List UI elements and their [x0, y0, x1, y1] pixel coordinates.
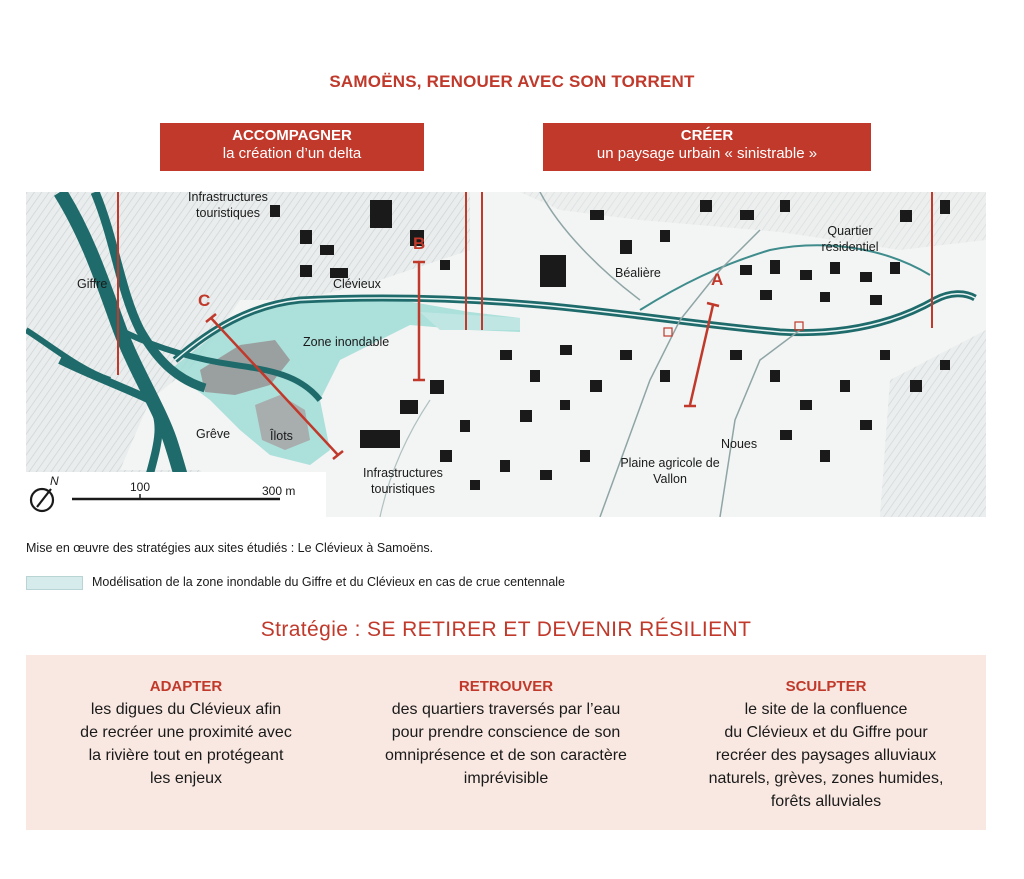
callout-accompagner [160, 123, 424, 171]
scale-label-100: 100 [130, 480, 151, 494]
label-zone-inondable: Zone inondable [303, 335, 390, 349]
column-line: recréer des paysages alluviaux [715, 747, 937, 764]
column-line: de recréer une proximité avec [80, 724, 292, 741]
section-label-b: B [413, 234, 426, 253]
label-ilots: Îlots [270, 429, 293, 443]
column-line: le site de la confluence [744, 701, 908, 718]
map-caption: Mise en œuvre des stratégies aux sites étudiés : Le Clévieux à Samoëns. [26, 541, 434, 555]
callout-heading: CRÉER [680, 127, 734, 144]
label-plaine: Plaine agricole de Vallon [620, 456, 720, 486]
callout-creer [543, 123, 871, 171]
column-line: des quartiers traversés par l’eau [391, 701, 621, 718]
column-heading: RETROUVER [458, 678, 554, 695]
column-line: du Clévieux et du Giffre pour [724, 724, 928, 741]
strategy-panel [26, 655, 986, 830]
callout-subtitle: un paysage urbain « sinistrable » [596, 145, 818, 162]
label-quartier: Quartier résidentiel [821, 224, 879, 254]
legend-swatch [26, 576, 83, 590]
section-label-c: C [198, 291, 211, 310]
column-heading: SCULPTER [785, 678, 867, 695]
column-line: forêts alluviales [770, 793, 882, 810]
column-line: omniprésence et de son caractère [385, 747, 627, 764]
column-sculpter [681, 675, 971, 813]
column-heading: ADAPTER [149, 678, 223, 695]
column-line: la rivière tout en protégeant [88, 747, 284, 764]
label-noues: Noues [721, 437, 758, 451]
label-giffre: Giffre [77, 277, 108, 291]
page-title: SAMOËNS, RENOUER AVEC SON TORRENT [329, 72, 695, 91]
label-infra-top: Infrastructures touristiques [188, 190, 268, 220]
strategy-title: Stratégie : SE RETIRER ET DEVENIR RÉSILIENT [260, 618, 752, 641]
column-adapter [46, 675, 326, 790]
legend-text: Modélisation de la zone inondable du Giffre et du Clévieux en cas de crue centennale [92, 575, 565, 589]
column-line: les digues du Clévieux afin [90, 701, 282, 718]
callout-heading: ACCOMPAGNER [232, 127, 352, 144]
label-greve: Grêve [196, 427, 231, 441]
column-line: naturels, grèves, zones humides, [708, 770, 944, 787]
label-bealiere: Béalière [615, 266, 661, 280]
north-label: N [50, 474, 59, 488]
column-line: imprévisible [463, 770, 549, 787]
label-infra-bottom: Infrastructures touristiques [363, 466, 443, 496]
column-retrouver [356, 675, 656, 790]
section-label-a: A [711, 270, 724, 289]
column-line: pour prendre conscience de son [391, 724, 621, 741]
callout-subtitle: la création d’un delta [222, 145, 362, 162]
scale-label-300: 300 m [262, 484, 296, 498]
label-clevieux: Clévieux [333, 277, 381, 291]
column-line: les enjeux [149, 770, 223, 787]
